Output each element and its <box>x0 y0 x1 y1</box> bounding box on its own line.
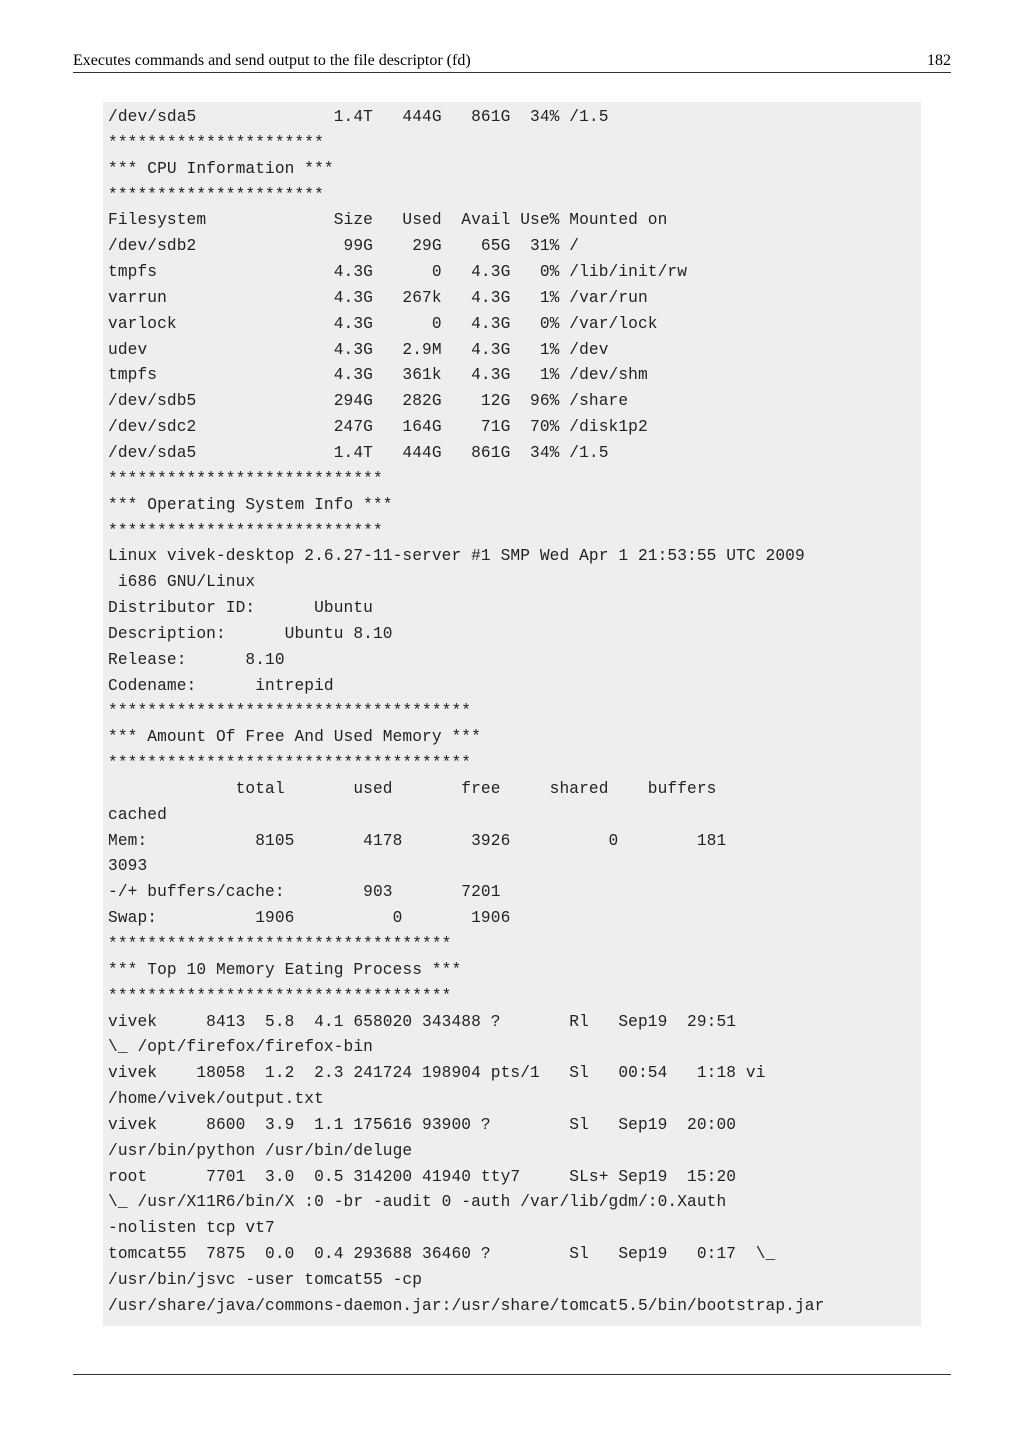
code-line: vivek 18058 1.2 2.3 241724 198904 pts/1 Sl 00:54 1:18 vi <box>108 1064 766 1083</box>
code-line: root 7701 3.0 0.5 314200 41940 tty7 SLs+ Sep19 15:20 <box>108 1167 737 1186</box>
footer-divider <box>73 1374 951 1375</box>
code-line: udev 4.3G 2.9M 4.3G 1% /dev <box>108 340 609 359</box>
code-line: /usr/bin/python /usr/bin/deluge <box>108 1141 413 1160</box>
code-line: Description: Ubuntu 8.10 <box>108 624 393 643</box>
code-line: cached <box>108 805 167 824</box>
code-line: varlock 4.3G 0 4.3G 0% /var/lock <box>108 314 658 333</box>
code-line: \_ /opt/firefox/firefox-bin <box>108 1038 373 1057</box>
page-number: 182 <box>927 52 951 69</box>
code-line: tomcat55 7875 0.0 0.4 293688 36460 ? Sl Sep19 0:17 \_ <box>108 1245 776 1264</box>
code-line: Release: 8.10 <box>108 650 285 669</box>
page-title: Executes commands and send output to the file descriptor (fd) <box>73 52 471 69</box>
code-line: 3093 <box>108 857 148 876</box>
code-line: ************************************* <box>108 754 472 773</box>
code-line: /usr/share/java/commons-daemon.jar:/usr/share/tomcat5.5/bin/bootstrap.jar <box>108 1296 825 1315</box>
code-line: /dev/sdb2 99G 29G 65G 31% / <box>108 237 580 256</box>
code-line: Mem: 8105 4178 3926 0 181 <box>108 831 727 850</box>
code-line: Swap: 1906 0 1906 <box>108 909 511 928</box>
code-line: tmpfs 4.3G 0 4.3G 0% /lib/init/rw <box>108 263 688 282</box>
code-line: -/+ buffers/cache: 903 7201 <box>108 883 501 902</box>
code-line: tmpfs 4.3G 361k 4.3G 1% /dev/shm <box>108 366 648 385</box>
code-line: Filesystem Size Used Avail Use% Mounted on <box>108 211 668 230</box>
code-line: Linux vivek-desktop 2.6.27-11-server #1 SMP Wed Apr 1 21:53:55 UTC 2009 <box>108 547 805 566</box>
code-line: Codename: intrepid <box>108 676 334 695</box>
code-line: /home/vivek/output.txt <box>108 1090 324 1109</box>
code-line: vivek 8413 5.8 4.1 658020 343488 ? Rl Sep19 29:51 <box>108 1012 737 1031</box>
code-line: *** Amount Of Free And Used Memory *** <box>108 728 481 747</box>
code-line: varrun 4.3G 267k 4.3G 1% /var/run <box>108 288 648 307</box>
code-line: *********************************** <box>108 986 452 1005</box>
code-line: /usr/bin/jsvc -user tomcat55 -cp <box>108 1270 423 1289</box>
code-line: /dev/sda5 1.4T 444G 861G 34% /1.5 <box>108 108 609 126</box>
code-line: ************************************* <box>108 702 472 721</box>
code-line: *** Operating System Info *** <box>108 495 393 514</box>
code-line: *** Top 10 Memory Eating Process *** <box>108 960 462 979</box>
code-line: *** CPU Information *** <box>108 159 334 178</box>
code-block <box>103 102 921 1326</box>
code-line: **************************** <box>108 469 383 488</box>
code-line: ********************** <box>108 133 324 152</box>
code-line: /dev/sdc2 247G 164G 71G 70% /disk1p2 <box>108 418 648 437</box>
code-line: /dev/sdb5 294G 282G 12G 96% /share <box>108 392 629 411</box>
code-line: ********************** <box>108 185 324 204</box>
code-line: \_ /usr/X11R6/bin/X :0 -br -audit 0 -auth /var/lib/gdm/:0.Xauth <box>108 1193 727 1212</box>
code-line: *********************************** <box>108 935 452 953</box>
page-header <box>73 48 951 73</box>
code-line: total used free shared buffers <box>108 779 717 798</box>
code-line: /dev/sda5 1.4T 444G 861G 34% /1.5 <box>108 443 609 462</box>
code-line: Distributor ID: Ubuntu <box>108 599 373 618</box>
code-line: -nolisten tcp vt7 <box>108 1219 275 1238</box>
code-line: **************************** <box>108 521 383 540</box>
code-line: vivek 8600 3.9 1.1 175616 93900 ? Sl Sep19 20:00 <box>108 1115 737 1134</box>
code-line: i686 GNU/Linux <box>108 573 256 592</box>
